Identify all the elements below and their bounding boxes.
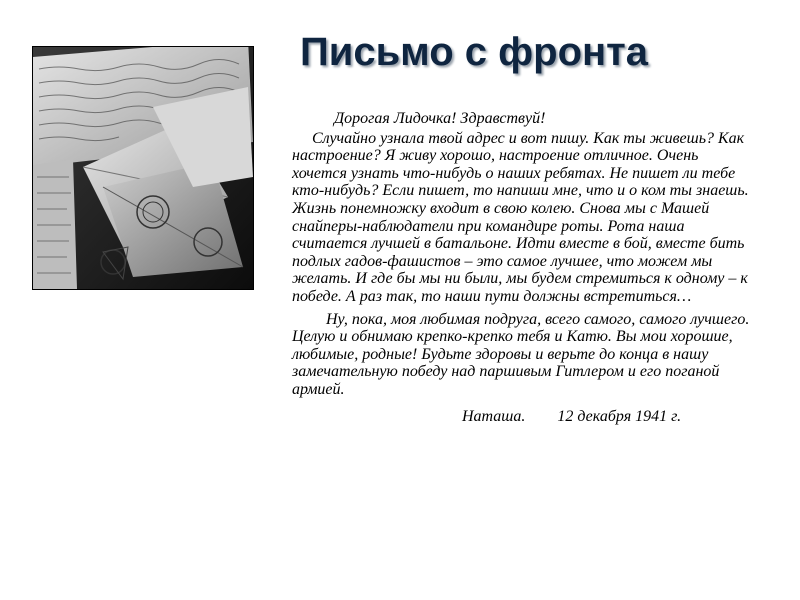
letter-paragraph-2: Ну, пока, моя любимая подруга, всего самого, самого лучшего. Целую и обнимаю крепко-крепко тебя и Катю. Вы мои хорошие, любимые, родные! Будьте здоровы и верьте до конца в нашу замечательную победу над паршивым Гитлером и его поганой армией.	[292, 310, 750, 398]
letter-text	[292, 110, 757, 425]
letter-signature: Наташа.	[462, 407, 526, 425]
slide-title: Письмо с фронта	[300, 30, 649, 74]
letter-signoff	[292, 408, 757, 426]
folded-letters-photo-icon	[33, 47, 253, 289]
letter-paragraph-1: Случайно узнала твой адрес и вот пишу. Как ты живешь? Как настроение? Я живу хорошо, настроение отличное. Очень хочется узнать что-нибудь о наших ребятах. Не пишет ли тебе кто-нибудь? Если пишет, то напиши мне, что и о ком ты знаешь. Жизнь понемножку входит в свою колею. Снова мы с Машей снайперы-наблюдатели при командире роты. Рота наша считается лучшей в батальоне. Идти вместе в бой, вместе бить подлых гадов-фашистов – это самое лучшее, что можем мы желать. И где бы мы ни были, мы будем стремиться к одному – к победе. А раз так, то наши пути должны встретиться…	[292, 129, 749, 305]
letter-date: 12 декабря 1941 г.	[557, 407, 682, 425]
letter-greeting: Дорогая Лидочка! Здравствуй!	[334, 110, 546, 127]
folded-letters-photo	[32, 46, 254, 290]
